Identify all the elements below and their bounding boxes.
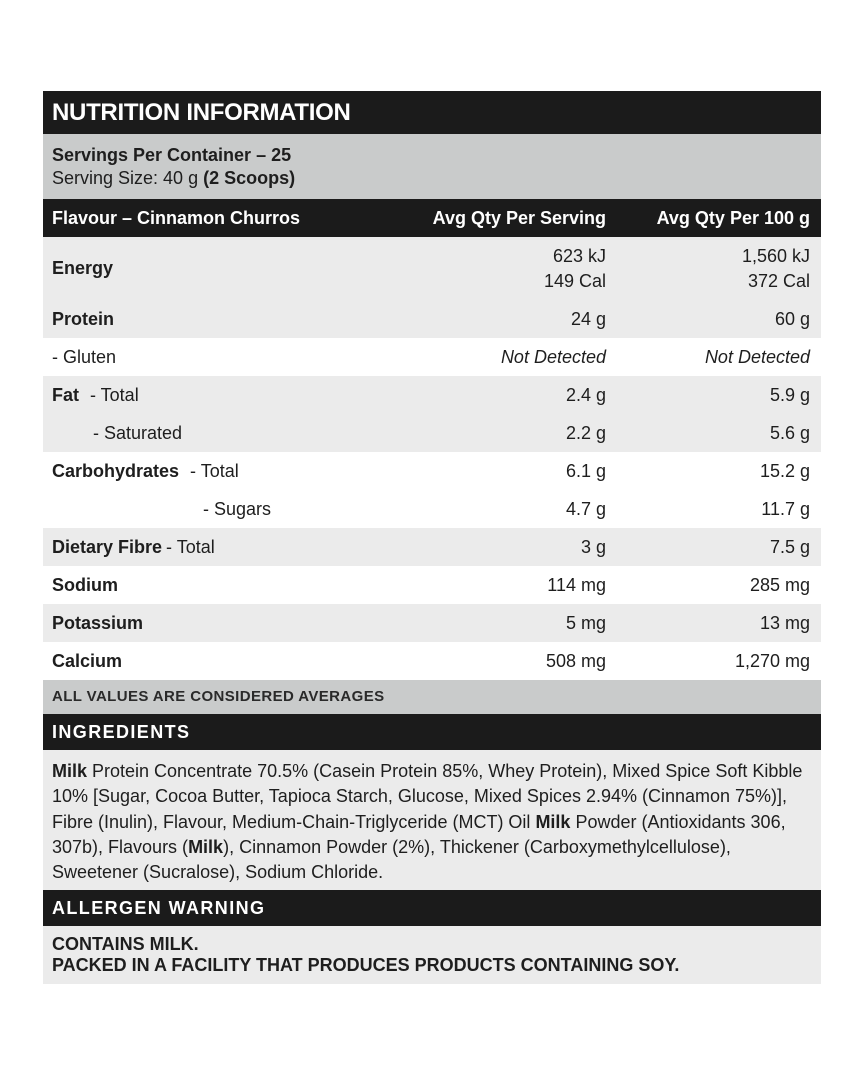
averages-note: ALL VALUES ARE CONSIDERED AVERAGES [43,680,821,714]
nutrient-sub-label: - Total [90,384,139,405]
value-per-100g [620,649,821,674]
nutrient-main-label: Carbohydrates [52,460,180,481]
value-per-100g [620,573,821,598]
value-line: 15.2 g [759,460,810,481]
ingredient-allergen-word: Milk [535,811,571,832]
value-line: Not Detected [704,346,810,367]
allergen-text [43,926,821,984]
value-per-serving [420,535,620,560]
nutrient-main-label: Dietary Fibre [52,536,163,557]
nutrient-name [43,537,420,558]
value-per-100g [620,244,821,294]
nutrient-name [43,423,420,444]
value-per-100g [620,421,821,446]
header-per-serving: Avg Qty Per Serving [432,207,606,228]
value-line: Not Detected [500,346,606,367]
value-per-100g [620,535,821,560]
nutrient-sub-label: - Gluten [52,346,117,367]
nutrient-rows [43,237,821,680]
value-line: 2.4 g [565,384,606,405]
ingredient-allergen-word: Milk [188,836,224,857]
value-line: 5.6 g [769,422,810,443]
panel-title: NUTRITION INFORMATION [43,91,821,134]
value-per-100g [620,611,821,636]
nutrient-main-label: Calcium [52,650,123,671]
nutrient-name [43,258,420,279]
value-line: 4.7 g [565,498,606,519]
value-line: 6.1 g [565,460,606,481]
value-line: 5.9 g [769,384,810,405]
serving-size-label: Serving Size: 40 g [52,168,204,188]
value-line: 372 Cal [747,270,810,291]
table-row [43,338,821,376]
value-per-serving [420,421,620,446]
servings-per-container: Servings Per Container – 25 [52,145,292,165]
nutrient-main-label: Energy [52,258,114,278]
value-line: 13 mg [759,612,810,633]
nutrient-sub-label: - Total [190,460,239,481]
allergen-line-2: PACKED IN A FACILITY THAT PRODUCES PRODUCTS CONTAINING SOY. [52,955,680,975]
value-line: 24 g [570,308,606,329]
ingredient-text-segment: Protein Concentrate 70.5% (Casein Protein 85%, Whey Protein), Mixed Spice Soft Kibble 10% [Sugar, Cocoa Butter, Tapioca Starch, Glucose, Mixed Spices 2.94% (Cinnamon 75%)], Fibre (Inulin), Flavour, Medium-Chain-Triglyceride (MCT) Oil [52,761,803,832]
table-row [43,452,821,490]
ingredient-text-segment: ), Cinnamon Powder (2%), Thickener (Carboxymethylcellulose), Sweetener (Sucralose), Sodium Chloride. [52,836,731,883]
ingredient-text-segment: Powder (Antioxidants 306, 307b), Flavours ( [52,811,786,857]
value-per-100g [620,345,821,370]
nutrient-name [43,575,420,596]
value-line: 114 mg [547,574,606,595]
ingredients-title: INGREDIENTS [43,714,821,750]
nutrient-main-label: Sodium [52,574,118,595]
value-line: 7.5 g [769,536,810,557]
nutrient-sub-label: - Saturated [93,422,183,443]
table-row [43,376,821,414]
value-line: 1,270 mg [734,650,810,671]
table-header [43,199,821,237]
table-row [43,642,821,680]
value-line: 3 g [580,536,606,557]
nutrition-panel [43,91,821,984]
nutrient-main-label: Potassium [52,612,144,633]
nutrient-name [43,613,420,634]
value-line: 508 mg [545,650,606,671]
value-per-serving [420,649,620,674]
value-line: 5 mg [565,612,606,633]
value-line: 60 g [774,308,810,329]
nutrient-main-label: Protein [52,308,115,329]
header-per-100g: Avg Qty Per 100 g [656,207,810,228]
table-row [43,237,821,300]
value-per-100g [620,459,821,484]
value-line: 2.2 g [565,422,606,443]
header-flavour: Flavour – Cinnamon Churros [52,207,301,228]
value-per-serving [420,573,620,598]
table-row [43,490,821,528]
serving-size [52,166,821,190]
table-row [43,300,821,338]
value-per-serving [420,307,620,332]
ingredient-allergen-word: Milk [52,761,88,781]
nutrient-sub-label: - Total [166,536,215,557]
value-per-serving [420,459,620,484]
value-per-100g [620,383,821,408]
allergen-title: ALLERGEN WARNING [43,890,821,926]
nutrient-name [43,461,420,482]
nutrient-name [43,651,420,672]
value-per-100g [620,497,821,522]
value-per-100g [620,307,821,332]
table-row [43,604,821,642]
table-row [43,566,821,604]
ingredients-text [43,750,821,890]
nutrient-name [43,499,420,520]
allergen-line-1: CONTAINS MILK. [52,934,199,954]
value-line: 285 mg [749,574,810,595]
value-per-serving [420,611,620,636]
value-line: 1,560 kJ [741,245,810,266]
value-line: 149 Cal [543,270,606,291]
value-per-serving [420,244,620,294]
nutrient-name [43,309,420,330]
value-per-serving [420,383,620,408]
value-line: 11.7 g [761,498,810,519]
value-per-serving [420,497,620,522]
nutrient-main-label: Fat [52,384,79,405]
servings-block [43,134,821,199]
nutrient-sub-label: - Sugars [203,498,272,519]
value-line: 623 kJ [552,245,606,266]
nutrient-name [43,347,420,368]
serving-size-scoops: (2 Scoops) [203,168,296,188]
table-row [43,414,821,452]
value-per-serving [420,345,620,370]
table-row [43,528,821,566]
nutrient-name [43,385,420,406]
